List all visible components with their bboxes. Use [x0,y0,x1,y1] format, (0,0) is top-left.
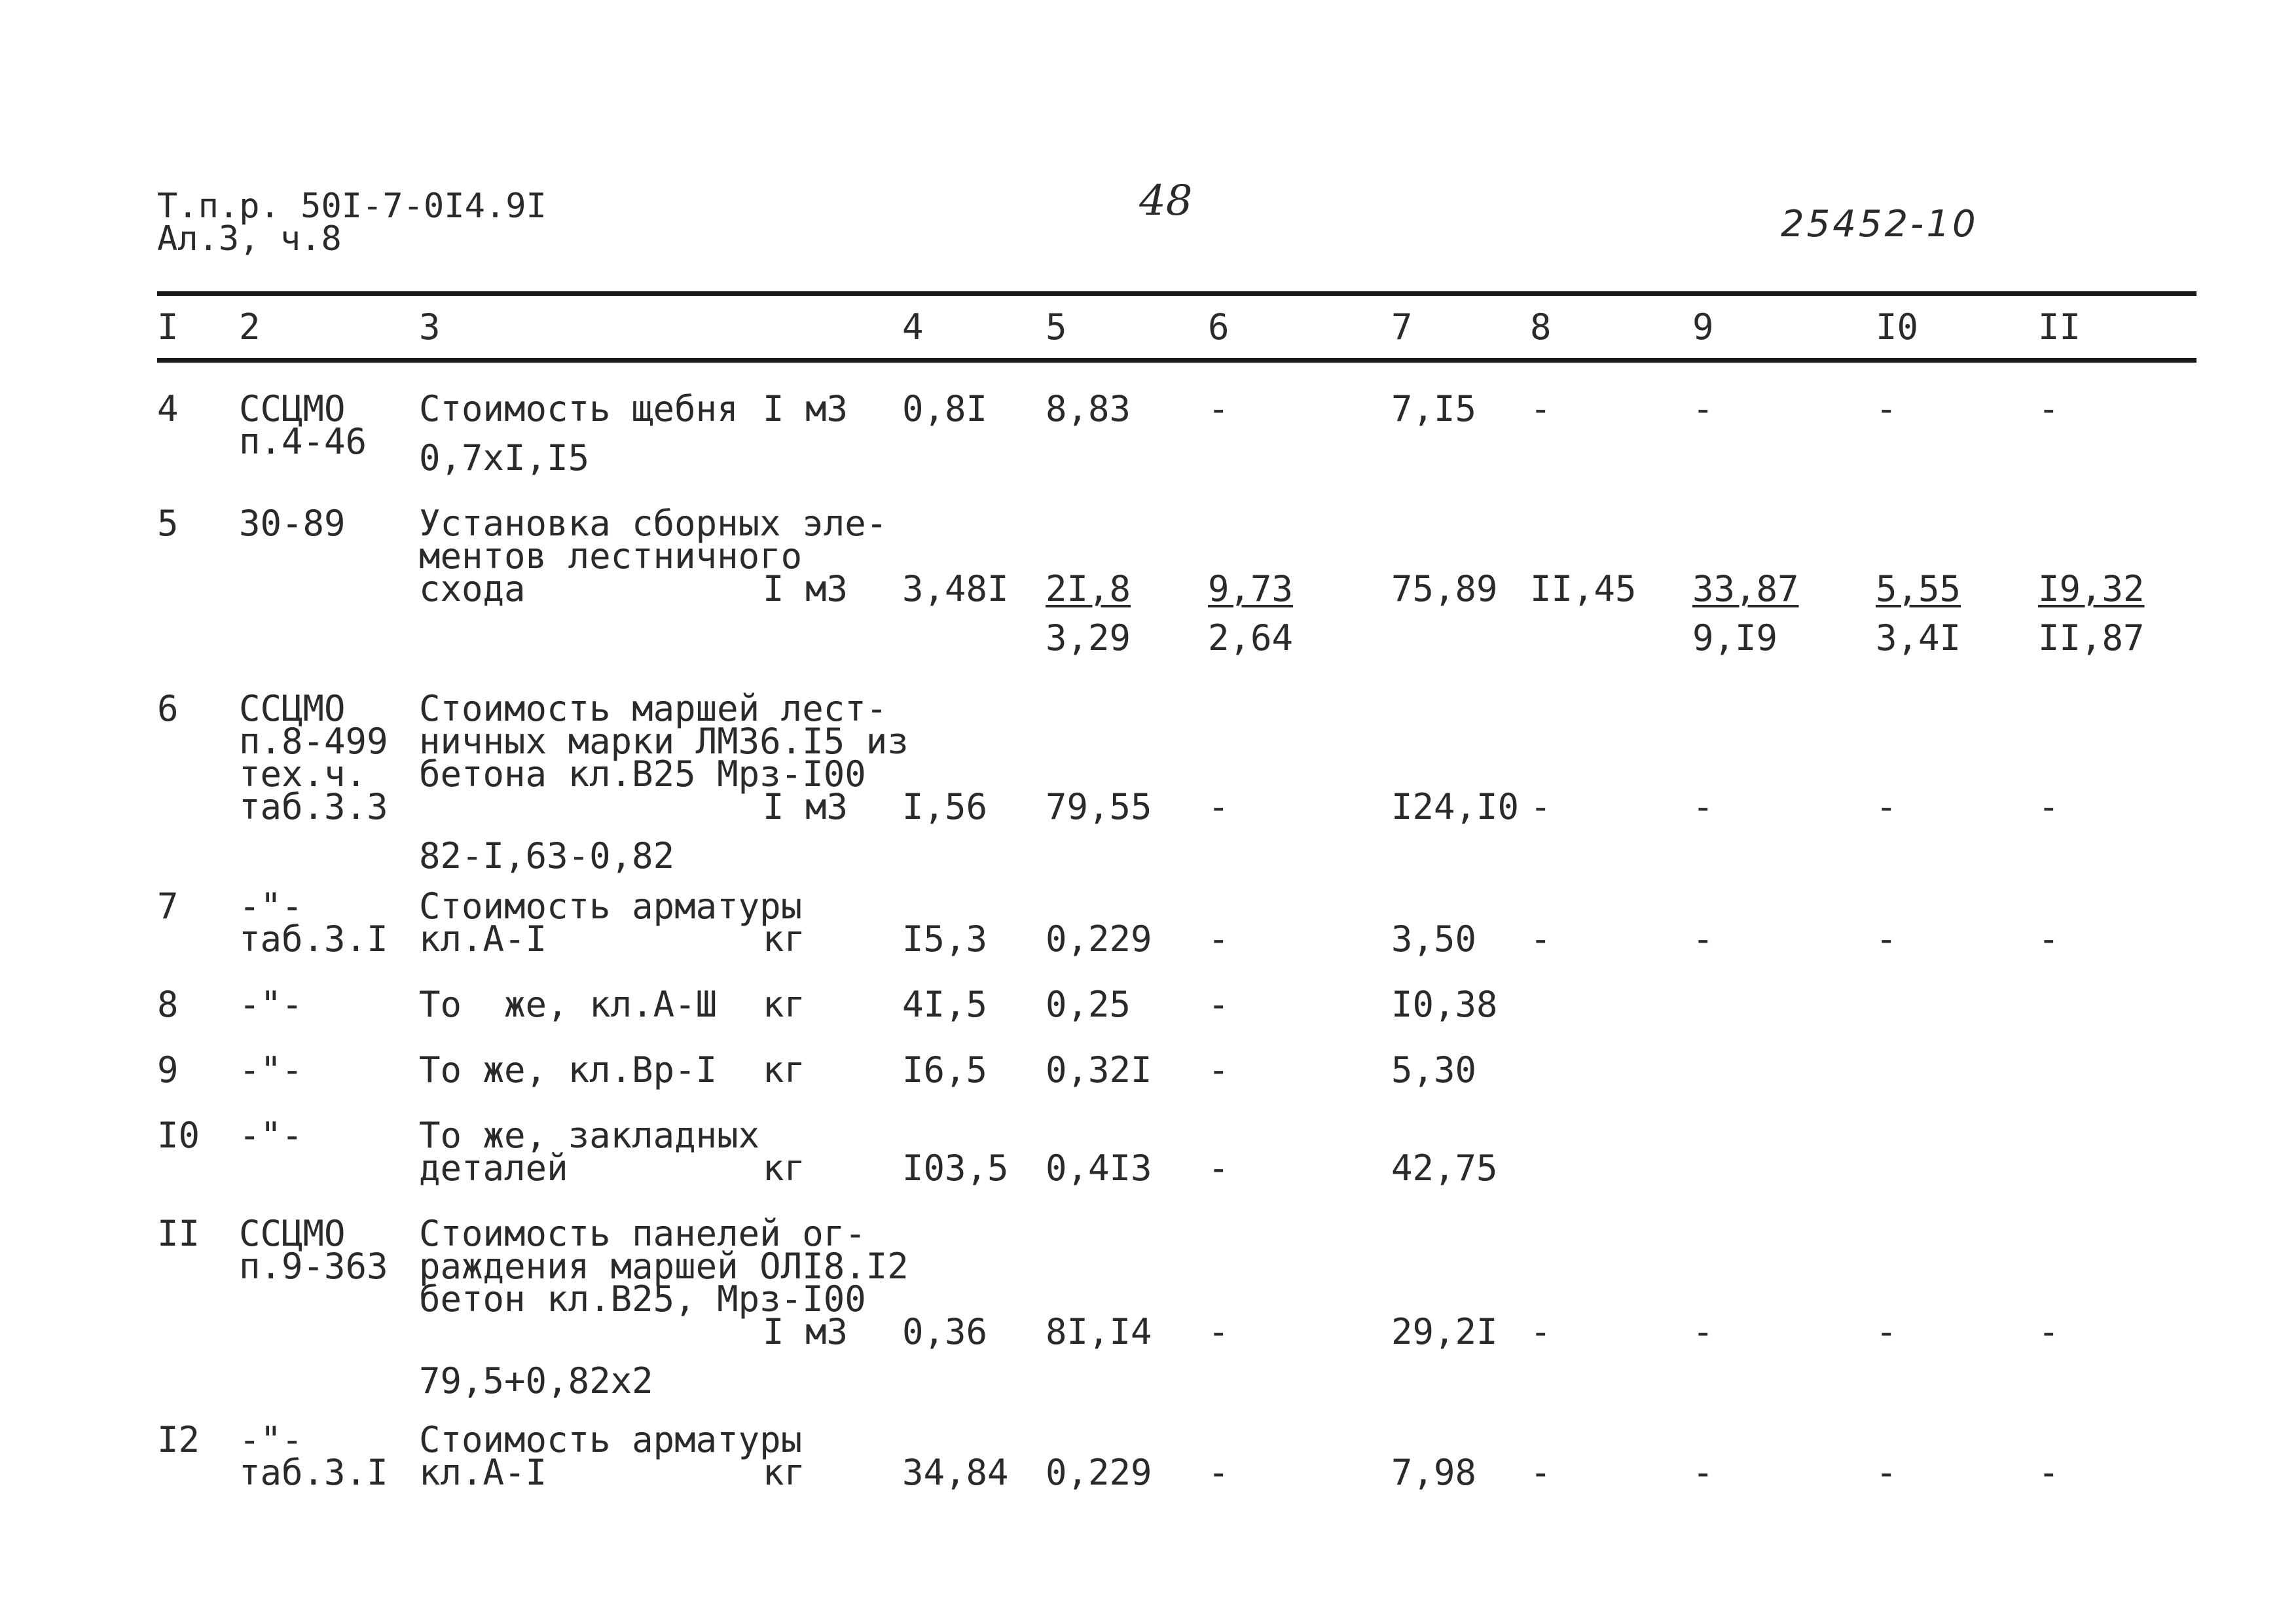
norm-code: п.8-499 [239,721,388,762]
value-col-6: - [1208,1147,1230,1189]
column-number-col-1: I [157,306,179,348]
table-header-rule [157,358,2196,363]
norm-code: -"- [239,1115,303,1156]
row-number: 9 [157,1049,179,1091]
value-col-5: 0,4I3 [1046,1147,1152,1189]
value-col-7: 29,2I [1391,1311,1498,1352]
unit-of-measure: I м3 [763,786,848,827]
value-col-5: 8,83 [1046,388,1131,429]
value-col-11: - [2038,388,2060,429]
value-col-6: - [1208,1049,1230,1091]
value-col-10: - [1876,388,1897,429]
value-col-6: - [1208,984,1230,1025]
norm-code: п.4-46 [239,421,367,462]
row-number: 5 [157,503,179,544]
column-number-col-4: 4 [902,306,924,348]
value-col-11: - [2038,1452,2060,1493]
column-number-col-7: 7 [1391,306,1413,348]
norm-code: таб.3.I [239,1452,388,1493]
calculation-formula: 79,5+0,82х2 [419,1360,653,1401]
row-number: II [157,1213,200,1254]
unit-of-measure: кг [763,1452,806,1493]
value-col-9: - [1692,786,1714,827]
value-col-4: 3,48I [902,568,1009,609]
unit-of-measure: кг [763,1147,806,1189]
calculation-formula: 0,7хI,I5 [419,437,590,478]
value-col-5: 0,229 [1046,1452,1152,1493]
value-col-11: I9,32 [2038,568,2145,609]
value-col-5: 2I,8 [1046,568,1131,609]
unit-of-measure: I м3 [763,1311,848,1352]
value-col-5-secondary: 3,29 [1046,617,1131,659]
value-col-4: 4I,5 [902,984,988,1025]
row-number: 6 [157,688,179,729]
row-number: I2 [157,1419,200,1460]
value-col-10-secondary: 3,4I [1876,617,1961,659]
item-description: ментов лестничного [419,535,803,577]
norm-code: ССЦМО [239,1213,346,1254]
norm-code: -"- [239,1419,303,1460]
value-col-10: - [1876,1452,1897,1493]
value-col-7: 42,75 [1391,1147,1498,1189]
value-col-7: 7,98 [1391,1452,1477,1493]
value-col-11-secondary: II,87 [2038,617,2145,659]
value-col-5: 79,55 [1046,786,1152,827]
item-description: Стоимость маршей лест- [419,688,888,729]
unit-of-measure: кг [763,1049,806,1091]
norm-code: ССЦМО [239,688,346,729]
value-col-6: - [1208,1452,1230,1493]
value-col-9: - [1692,918,1714,960]
value-col-5: 8I,I4 [1046,1311,1152,1352]
value-col-6-secondary: 2,64 [1208,617,1294,659]
value-col-4: 34,84 [902,1452,1009,1493]
item-description: Стоимость арматуры [419,886,803,927]
doc-code: Т.п.р. 50I-7-0I4.9I [157,187,547,226]
value-col-7: 75,89 [1391,568,1498,609]
column-number-col-10: I0 [1876,306,1919,348]
norm-code: таб.3.I [239,918,388,960]
item-description: То же, закладных [419,1115,760,1156]
value-col-10: - [1876,1311,1897,1352]
row-number: 4 [157,388,179,429]
item-description: раждения маршей ОЛI8.I2 [419,1246,909,1287]
value-col-7: I24,I0 [1391,786,1520,827]
value-col-8: - [1530,918,1552,960]
norm-code: таб.3.3 [239,786,388,827]
row-number: I0 [157,1115,200,1156]
column-number-col-11: II [2038,306,2081,348]
value-col-4: I5,3 [902,918,988,960]
page-number: 48 [1139,177,1193,225]
value-col-4: I03,5 [902,1147,1009,1189]
value-col-9-secondary: 9,I9 [1692,617,1778,659]
value-col-10: - [1876,786,1897,827]
value-col-4: I,56 [902,786,988,827]
value-col-6: - [1208,1311,1230,1352]
value-col-8: - [1530,1311,1552,1352]
norm-code: ССЦМО [239,388,346,429]
norm-code: тех.ч. [239,753,367,795]
value-col-6: - [1208,786,1230,827]
value-col-5: 0,229 [1046,918,1152,960]
unit-of-measure: I м3 [763,568,848,609]
column-number-col-5: 5 [1046,306,1067,348]
document-header [157,187,547,259]
item-description: кл.А-I [419,1452,547,1493]
value-col-9: - [1692,1311,1714,1352]
value-col-10: - [1876,918,1897,960]
value-col-9: - [1692,1452,1714,1493]
value-col-11: - [2038,918,2060,960]
value-col-9: - [1692,388,1714,429]
value-col-4: I6,5 [902,1049,988,1091]
value-col-6: - [1208,918,1230,960]
norm-code: -"- [239,886,303,927]
item-description: бетон кл.В25, Мрз-I00 [419,1278,866,1320]
column-number-col-2: 2 [239,306,261,348]
item-description: кл.А-I [419,918,547,960]
item-description: ничных марки ЛМ36.I5 из [419,721,909,762]
column-number-col-6: 6 [1208,306,1230,348]
item-description: То же, кл.А-Ш [419,984,718,1025]
table-top-rule [157,291,2196,296]
value-col-8: - [1530,1452,1552,1493]
item-description: Установка сборных эле- [419,503,888,544]
norm-code: п.9-363 [239,1246,388,1287]
norm-code: -"- [239,984,303,1025]
row-number: 8 [157,984,179,1025]
value-col-5: 0,32I [1046,1049,1152,1091]
value-col-8: II,45 [1530,568,1637,609]
value-col-7: I0,38 [1391,984,1498,1025]
item-description: схода [419,568,526,609]
value-col-10: 5,55 [1876,568,1961,609]
norm-code: 30-89 [239,503,346,544]
value-col-8: - [1530,786,1552,827]
item-description: Стоимость арматуры [419,1419,803,1460]
item-description: бетона кл.В25 Мрз-I00 [419,753,866,795]
value-col-7: 7,I5 [1391,388,1477,429]
value-col-11: - [2038,1311,2060,1352]
row-number: 7 [157,886,179,927]
item-description: Стоимость панелей ог- [419,1213,866,1254]
doc-part: Ал.3, ч.8 [157,219,342,259]
norm-code: -"- [239,1049,303,1091]
item-description: деталей [419,1147,568,1189]
value-col-7: 5,30 [1391,1049,1477,1091]
column-number-col-3: 3 [419,306,441,348]
value-col-6: - [1208,388,1230,429]
value-col-7: 3,50 [1391,918,1477,960]
item-description: То же, кл.Вр-I [419,1049,718,1091]
value-col-8: - [1530,388,1552,429]
calculation-formula: 82-I,63-0,82 [419,835,675,876]
column-number-col-9: 9 [1692,306,1714,348]
column-number-col-8: 8 [1530,306,1552,348]
value-col-4: 0,36 [902,1311,988,1352]
unit-of-measure: кг [763,918,806,960]
item-description: Стоимость щебня [419,388,738,429]
value-col-6: 9,73 [1208,568,1294,609]
value-col-4: 0,8I [902,388,988,429]
value-col-5: 0,25 [1046,984,1131,1025]
value-col-9: 33,87 [1692,568,1799,609]
unit-of-measure: I м3 [763,388,848,429]
value-col-11: - [2038,786,2060,827]
unit-of-measure: кг [763,984,806,1025]
archive-number: 25452-10 [1781,203,1978,245]
